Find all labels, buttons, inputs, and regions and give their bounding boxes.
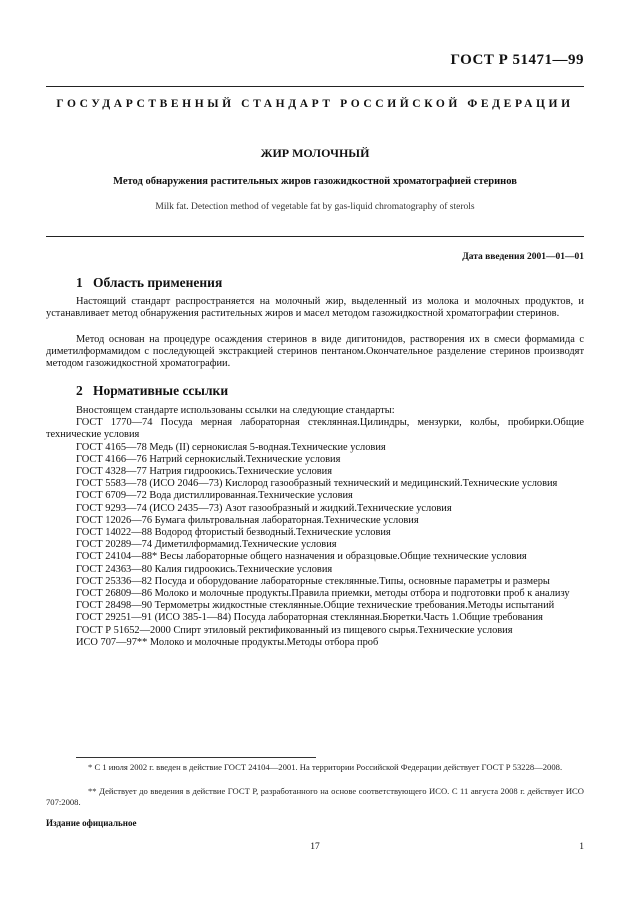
section-1-number: 1	[76, 275, 83, 290]
references-list	[46, 405, 584, 649]
document-number: ГОСТ Р 51471—99	[450, 52, 584, 68]
reference-item: ГОСТ 24363—80 Калия гидроокись.Технические условия	[76, 563, 333, 575]
footnote: * С 1 июля 2002 г. введен в действие ГОСТ 24104—2001. На территории Российской Федерации действует ГОСТ Р 53228—2008.	[88, 762, 563, 772]
references-intro: Вностоящем стандарте использованы ссылки на следующие стандарты:	[76, 405, 395, 416]
reference-item: ГОСТ 4165—78 Медь (II) сернокислая 5-водная.Технические условия	[76, 441, 386, 453]
reference-item: ГОСТ 4328—77 Натрия гидроокись.Технические условия	[76, 466, 333, 478]
reference-item: ГОСТ Р 51652—2000 Спирт этиловый ректификованный из пищевого сырья.Технические условия	[76, 624, 513, 636]
introduction-date: Дата введения 2001—01—01	[462, 252, 584, 262]
reference-item: ГОСТ 9293—74 (ИСО 2435—73) Азот газообразный и жидкий.Технические условия	[76, 502, 452, 514]
reference-item: ГОСТ 1770—74 Посуда мерная лабораторная стеклянная.Цилиндры, мензурки, колбы, пробирки.Общие технические условия	[46, 417, 584, 441]
section-2-heading	[76, 383, 228, 399]
section-1-paragraph: Настоящий стандарт распространяется на молочный жир, выделенный из молока и молочных продуктов, и устанавливает метод обнаружения растительных жиров и масел методом газожидкостной хроматографии стеринов.	[46, 296, 584, 319]
footnote-rule	[76, 757, 316, 758]
header-rule	[46, 86, 584, 87]
edition-label: Издание официальное	[46, 818, 137, 828]
section-1-heading	[76, 275, 222, 291]
reference-item: ГОСТ 14022—88 Водород фтористый безводный.Технические условия	[76, 527, 391, 539]
section-1-paragraph: Метод основан на процедуре осаждения стеринов в виде дигитонидов, растворения их в смеси формамида с диметилформамидом с последующей экстракцией стеринов пентаном.Окончательное разделение стеринов производят методом газожидкостной хроматографии.	[46, 334, 584, 369]
reference-item: ГОСТ 26809—86 Молоко и молочные продукты.Правила приемки, методы отбора и подготовки проб к анализу	[76, 588, 570, 600]
reference-item: ГОСТ 12026—76 Бумага фильтровальная лабораторная.Технические условия	[76, 514, 419, 526]
reference-item: ГОСТ 28498—90 Термометры жидкостные стеклянные.Общие технические требования.Методы испытаний	[76, 600, 555, 612]
section-1-title: Область применения	[93, 275, 223, 290]
title-rule	[46, 236, 584, 237]
footnote: ** Действует до введения в действие ГОСТ Р, разработанного на основе соответствующего ИСО. С 11 августа 2008 г. действует ИСО 707:2008.	[46, 786, 584, 807]
reference-item: ГОСТ 29251—91 (ИСО 385-1—84) Посуда лабораторная стеклянная.Бюретки.Часть 1.Общие требования	[76, 612, 543, 624]
reference-item: ГОСТ 20289—74 Диметилформамид.Технические условия	[76, 539, 337, 551]
reference-item: ГОСТ 24104—88* Весы лабораторные общего назначения и образцовые.Общие технические условия	[76, 551, 527, 563]
page-number-right: 1	[579, 842, 584, 852]
state-standard-heading: ГОСУДАРСТВЕННЫЙ СТАНДАРТ РОССИЙСКОЙ ФЕДЕРАЦИИ	[56, 98, 574, 110]
reference-item: ГОСТ 4166—76 Натрий сернокислый.Технические условия	[76, 453, 341, 465]
reference-item: ГОСТ 5583—78 (ИСО 2046—73) Кислород газообразный технический и медицинский.Технические условия	[76, 478, 558, 490]
reference-item: ИСО 707—97** Молоко и молочные продукты.Методы отбора проб	[76, 636, 379, 648]
english-title: Milk fat. Detection method of vegetable fat by gas-liquid chromatography of sterols	[155, 202, 475, 212]
document-title: ЖИР МОЛОЧНЫЙ	[260, 146, 370, 160]
reference-item: ГОСТ 6709—72 Вода дистиллированная.Технические условия	[76, 490, 353, 502]
document-subtitle: Метод обнаружения растительных жиров газожидкостной хроматографией стеринов	[113, 176, 517, 187]
section-2-number: 2	[76, 383, 83, 398]
reference-item: ГОСТ 25336—82 Посуда и оборудование лабораторные стеклянные.Типы, основные параметры и размеры	[76, 575, 550, 587]
section-2-title: Нормативные ссылки	[93, 383, 229, 398]
page-number-center: 17	[310, 842, 320, 852]
